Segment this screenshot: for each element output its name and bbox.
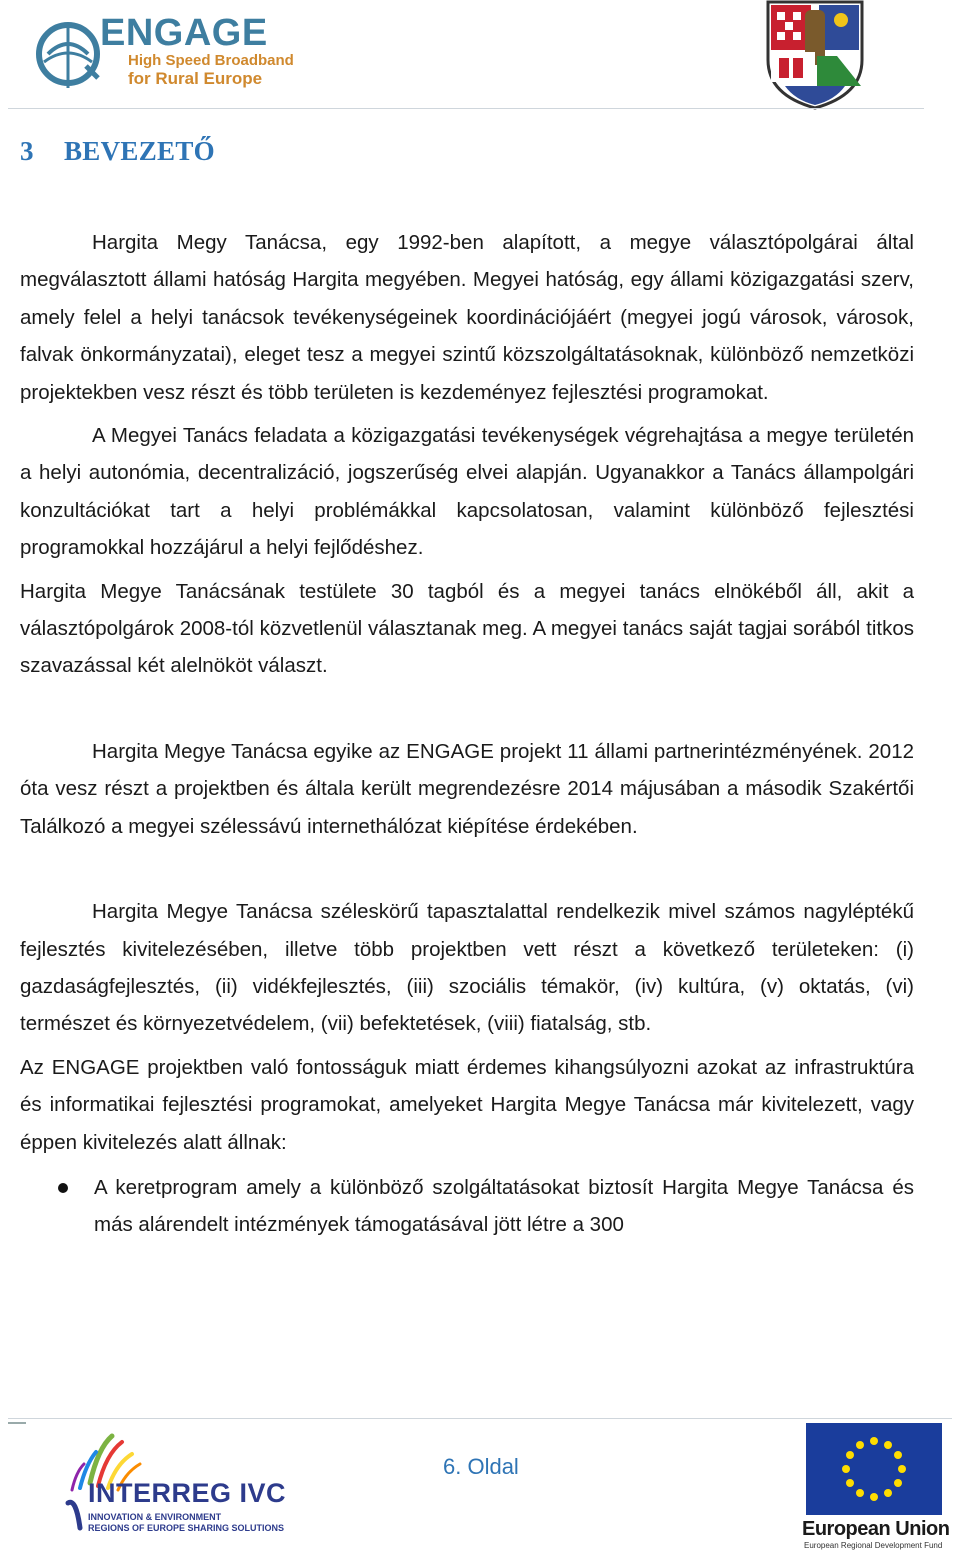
eu-logo-subtitle: European Regional Development Fund — [804, 1541, 943, 1550]
eu-stars-icon — [806, 1423, 942, 1515]
paragraph-6: Az ENGAGE projektben való fontosságuk miatt érdemes kihangsúlyozni azokat az infrastruktúra és informatikai fejlesztési programokat, amelyeket Hargita Megye Tanácsa már kivitelezett, vagy éppen kivitelezés alatt állnak: — [20, 1055, 914, 1154]
paragraph-5: Hargita Megye Tanácsa széleskörű tapasztalattal rendelkezik mivel számos nagyléptékű fejlesztés kivitelezésében, illetve több projektben vett részt a következő területeken: (i) gazdaságfejlesztés, (ii) vidékfejlesztés, (iii) szociális témakör, (iv) kultúra, (v) oktatás, (vi) természet és környezetvédelem, (vii) befektetések, (viii) fiatalság, stb. — [20, 900, 914, 1036]
interreg-logo-title: INTERREG IVC — [88, 1478, 287, 1508]
bullet-list — [20, 1169, 914, 1244]
page-header — [0, 0, 960, 112]
header-divider — [8, 108, 924, 109]
hargita-coat-of-arms-icon — [765, 0, 865, 110]
engage-logo-line1: High Speed Broadband — [128, 52, 294, 69]
section-title: BEVEZETŐ — [64, 136, 215, 166]
eu-logo-title: European Union — [802, 1518, 950, 1540]
paragraph-4: Hargita Megye Tanácsa egyike az ENGAGE projekt 11 állami partnerintézményének. 2012 óta vesz részt a projektben és általa került megrendezésre 2014 májusában a második Szakértői Találkozó a megyei szélessávú internethálózat kiépítése érdekében. — [20, 739, 914, 838]
paragraph-3: Hargita Megye Tanácsának testülete 30 tagból és a megyei tanács elnökéből áll, akit a választópolgárok 2008-tól közvetlenül választanak meg. A megyei tanács saját tagjai sorából titkos szavazással két alelnököt választ. — [20, 579, 914, 678]
list-item-text: A keretprogram amely a különböző szolgáltatásokat biztosít Hargita Megye Tanácsa és más alárendelt intézmények támogatásával jött létre a 300 — [94, 1175, 914, 1237]
footer-divider — [8, 1418, 952, 1419]
paragraph-1: Hargita Megy Tanácsa, egy 1992-ben alapított, a megye választópolgárai által megválasztott állami hatóság Hargita megyében. Megyei hatóság, egy állami közigazgatási szerv, amely felel a helyi tanácsok tevékenységeinek koordinációjáért (megyei jogú városok, városok, falvak önkormányzatai), eleget tesz a megyei szintű közszolgáltatásoknak, különböző nemzetközi projektekben vesz részt és több területen is kezdeményez fejlesztési programokat. — [20, 231, 914, 404]
list-item — [20, 1169, 914, 1244]
paragraph-2: A Megyei Tanács feladata a közigazgatási tevékenységek végrehajtása a megye területén a helyi autonómia, decentralizáció, jogszerűség elvei alapján. Ugyanakkor a Tanács állampolgári konzultációkat tart a helyi problémákkal kapcsolatosan, valamint különböző fejlesztési programokkal hozzájárul a helyi fejlődéshez. — [20, 424, 914, 560]
footer-divider-accent — [8, 1422, 26, 1424]
interreg-logo-line2: REGIONS OF EUROPE SHARING SOLUTIONS — [88, 1523, 285, 1533]
section-heading — [20, 136, 215, 167]
page-number: 6. Oldal — [443, 1454, 519, 1479]
document-body — [20, 224, 914, 1244]
engage-logo-title: ENGAGE — [100, 12, 268, 54]
engage-emblem-icon — [34, 14, 104, 94]
engage-logo-line2: for Rural Europe — [128, 69, 263, 88]
bullet-icon — [58, 1183, 68, 1193]
interreg-logo-line1: INNOVATION & ENVIRONMENT — [88, 1512, 222, 1522]
section-number: 3 — [20, 136, 34, 166]
eu-flag-icon — [806, 1423, 942, 1515]
